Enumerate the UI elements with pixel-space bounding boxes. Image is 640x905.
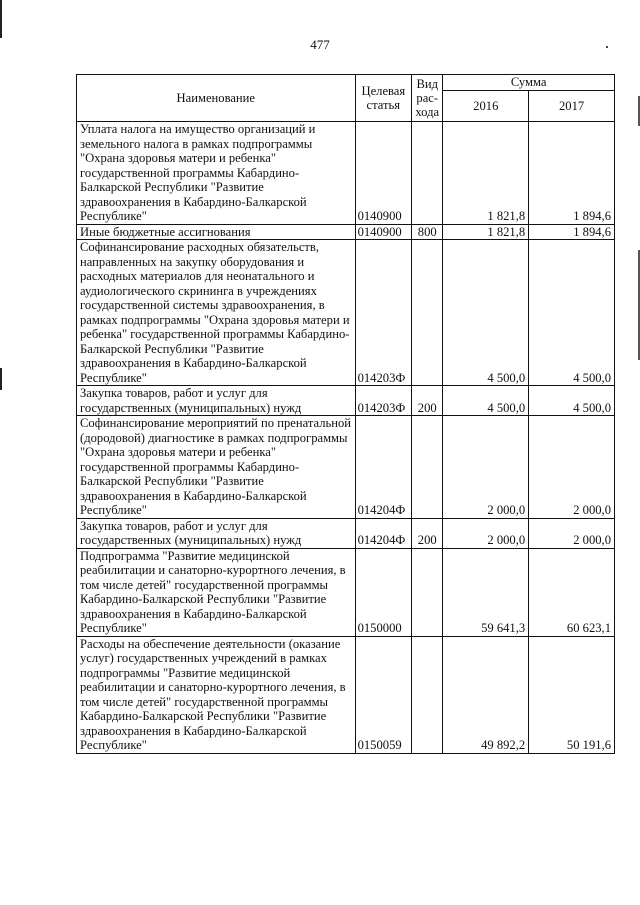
row-target-code: 0150000: [355, 548, 412, 636]
row-expense-kind: [412, 240, 443, 386]
row-name: Уплата налога на имущество организаций и земельного налога в рамках подпрограммы "Охрана здоровья матери и ребенка" государственной программы Кабардино-Балкарской Республики "Развитие здравоохранения в Кабардино-Балкарской Республике": [77, 122, 356, 225]
budget-table: [76, 74, 615, 754]
row-sum-2017: 2 000,0: [529, 518, 615, 548]
scan-edge-mark: [0, 368, 2, 390]
row-target-code: 0140900: [355, 122, 412, 225]
row-expense-kind: [412, 548, 443, 636]
table-row: [77, 122, 615, 225]
row-target-code: 014204Ф: [355, 416, 412, 519]
row-sum-2016: 4 500,0: [443, 386, 529, 416]
header-sum: Сумма: [443, 75, 615, 91]
row-expense-kind: [412, 416, 443, 519]
row-target-code: 0140900: [355, 224, 412, 240]
header-year-2016: 2016: [443, 91, 529, 122]
row-sum-2017: 1 894,6: [529, 224, 615, 240]
row-sum-2017: 4 500,0: [529, 240, 615, 386]
row-sum-2016: 49 892,2: [443, 636, 529, 753]
row-sum-2016: 2 000,0: [443, 416, 529, 519]
table-row: [77, 518, 615, 548]
header-expense-kind: Вид рас- хода: [412, 75, 443, 122]
row-name: Иные бюджетные ассигнования: [77, 224, 356, 240]
row-expense-kind: 200: [412, 386, 443, 416]
row-name: Закупка товаров, работ и услуг для государственных (муниципальных) нужд: [77, 386, 356, 416]
table-row: [77, 548, 615, 636]
table-row: [77, 636, 615, 753]
header-year-2017: 2017: [529, 91, 615, 122]
table-row: [77, 416, 615, 519]
row-sum-2016: 2 000,0: [443, 518, 529, 548]
table-row: [77, 240, 615, 386]
row-sum-2017: 2 000,0: [529, 416, 615, 519]
row-sum-2016: 59 641,3: [443, 548, 529, 636]
row-expense-kind: [412, 636, 443, 753]
row-expense-kind: 800: [412, 224, 443, 240]
row-name: Софинансирование мероприятий по пренатальной (дородовой) диагностике в рамках подпрограммы "Охрана здоровья матери и ребенка" государственной программы Кабардино-Балкарской Республики "Развитие здравоохранения в Кабардино-Балкарской Республике": [77, 416, 356, 519]
row-name: Подпрограмма "Развитие медицинской реабилитации и санаторно-курортного лечения, в том числе детей" государственной программы Кабардино-Балкарской Республики "Развитие здравоохранения в Кабардино-Балкарской Республике": [77, 548, 356, 636]
row-sum-2016: 4 500,0: [443, 240, 529, 386]
row-sum-2016: 1 821,8: [443, 122, 529, 225]
row-sum-2016: 1 821,8: [443, 224, 529, 240]
row-expense-kind: 200: [412, 518, 443, 548]
row-name: Софинансирование расходных обязательств, направленных на закупку оборудования и расходных материалов для неонатального и аудиологического скрининга в учреждениях государственной системы здравоохранения, в рамках подпрограммы "Охрана здоровья матери и ребенка" государственной программы Кабардино-Балкарской Республики "Развитие здравоохранения в Кабардино-Балкарской Республике": [77, 240, 356, 386]
row-expense-kind: [412, 122, 443, 225]
table-row: [77, 386, 615, 416]
row-name: Закупка товаров, работ и услуг для государственных (муниципальных) нужд: [77, 518, 356, 548]
row-sum-2017: 1 894,6: [529, 122, 615, 225]
row-sum-2017: 50 191,6: [529, 636, 615, 753]
header-target-article: Целевая статья: [355, 75, 412, 122]
row-target-code: 014203Ф: [355, 240, 412, 386]
table-row: [77, 224, 615, 240]
header-name: Наименование: [77, 75, 356, 122]
row-sum-2017: 4 500,0: [529, 386, 615, 416]
row-target-code: 014203Ф: [355, 386, 412, 416]
row-target-code: 0150059: [355, 636, 412, 753]
scan-edge-mark: [0, 0, 2, 38]
row-target-code: 014204Ф: [355, 518, 412, 548]
page-number: 477: [310, 37, 330, 52]
row-sum-2017: 60 623,1: [529, 548, 615, 636]
row-name: Расходы на обеспечение деятельности (оказание услуг) государственных учреждений в рамках подпрограммы "Развитие медицинской реабилитации и санаторно-курортного лечения, в том числе детей" государственной программы Кабардино-Балкарской Республики "Развитие здравоохранения в Кабардино-Балкарской Республике": [77, 636, 356, 753]
